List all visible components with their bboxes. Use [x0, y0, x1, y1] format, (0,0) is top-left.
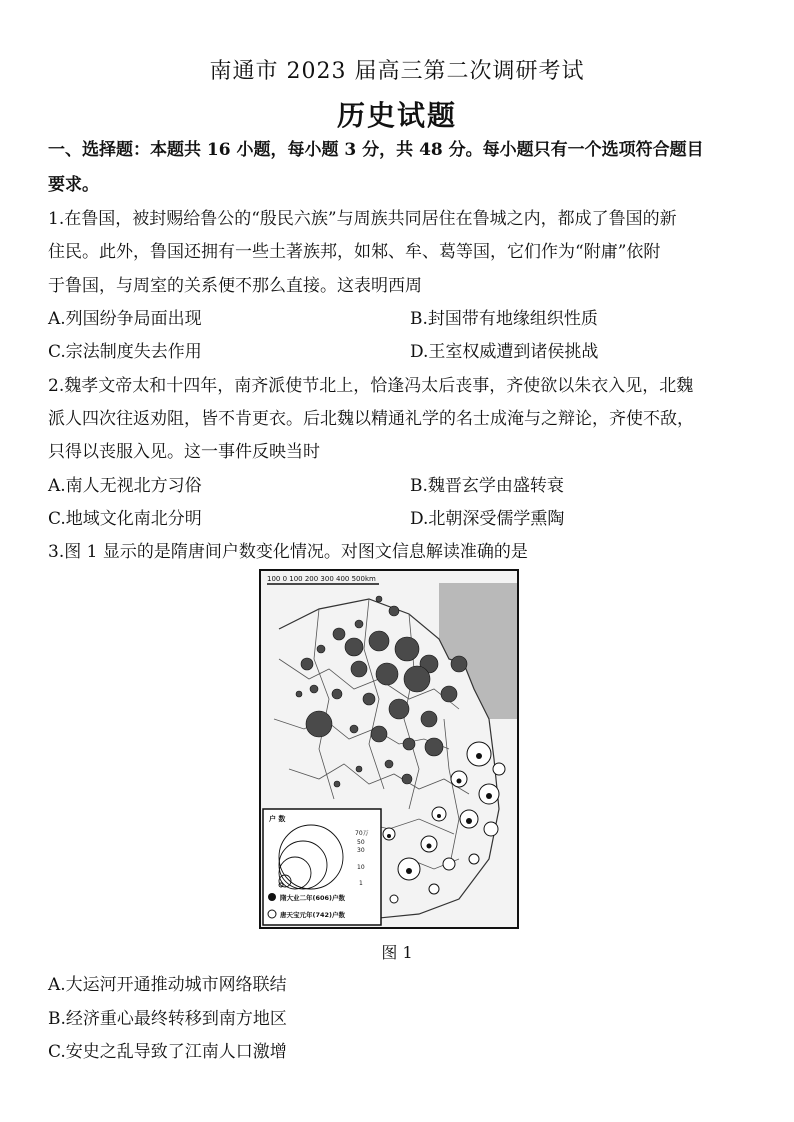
q3-option-b: B.经济重心最终转移到南方地区 [48, 1009, 287, 1029]
legend-value-1: 1 [359, 880, 363, 887]
legend-value-10: 10 [357, 864, 365, 871]
q2-option-c: C.地域文化南北分明 [48, 509, 202, 529]
q2-line-3: 只得以丧服入见。这一事件反映当时 [48, 442, 320, 462]
legend-sui-marker [268, 893, 276, 901]
q1-line-2: 住民。此外，鲁国还拥有一些土著族邦，如邾、牟、葛等国，它们作为“附庸”依附 [48, 242, 661, 262]
q3-option-a: A.大运河开通推动城市网络联结 [48, 975, 287, 995]
legend-tang-label: 唐天宝元年(742)户数 [280, 911, 346, 919]
population-map [259, 569, 519, 929]
q1-line-3: 于鲁国，与周室的关系便不那么直接。这表明西周 [48, 276, 422, 296]
legend-value-70: 70万 [355, 830, 369, 837]
q2-option-d: D.北朝深受儒学熏陶 [410, 509, 565, 529]
q2-line-2: 派人四次往返劝阻，皆不肯更衣。后北魏以精通礼学的名士成淹与之辩论，齐使不敌， [48, 409, 694, 429]
section-heading-line-2: 要求。 [48, 175, 99, 195]
figure-caption: 图 1 [381, 943, 413, 962]
q3-line-1: 3.图 1 显示的是隋唐间户数变化情况。对图文信息解读准确的是 [48, 542, 528, 562]
legend-value-50: 50 [357, 839, 365, 846]
q1-line-1: 1.在鲁国，被封赐给鲁公的“殷民六族”与周族共同居住在鲁城之内，都成了鲁国的新 [48, 209, 677, 229]
section-heading-line-1: 一、选择题：本题共 16 小题，每小题 3 分，共 48 分。每小题只有一个选项符合题目 [48, 140, 704, 160]
q1-option-a: A.列国纷争局面出现 [48, 309, 202, 329]
q2-option-b: B.魏晋玄学由盛转衰 [410, 476, 564, 496]
q2-line-1: 2.魏孝文帝太和十四年，南齐派使节北上，恰逢冯太后丧事，齐使欲以朱衣入见，北魏 [48, 376, 694, 396]
scale-bar-text: 100 0 100 200 300 400 500km [267, 575, 376, 583]
legend-value-30: 30 [357, 847, 365, 854]
q3-option-c: C.安史之乱导致了江南人口激增 [48, 1042, 287, 1062]
q1-option-b: B.封国带有地缘组织性质 [410, 309, 598, 329]
q2-option-a: A.南人无视北方习俗 [48, 476, 202, 496]
legend-title: 户 数 [269, 815, 286, 823]
q1-option-c: C.宗法制度失去作用 [48, 342, 202, 362]
exam-title: 南通市 2023 届高三第二次调研考试 [209, 59, 585, 84]
legend-sui-label: 隋大业二年(606)户数 [280, 894, 346, 902]
exam-subtitle: 历史试题 [336, 99, 457, 132]
q1-option-d: D.王室权威遭到诸侯挑战 [410, 342, 599, 362]
legend-tang-marker [268, 910, 276, 918]
